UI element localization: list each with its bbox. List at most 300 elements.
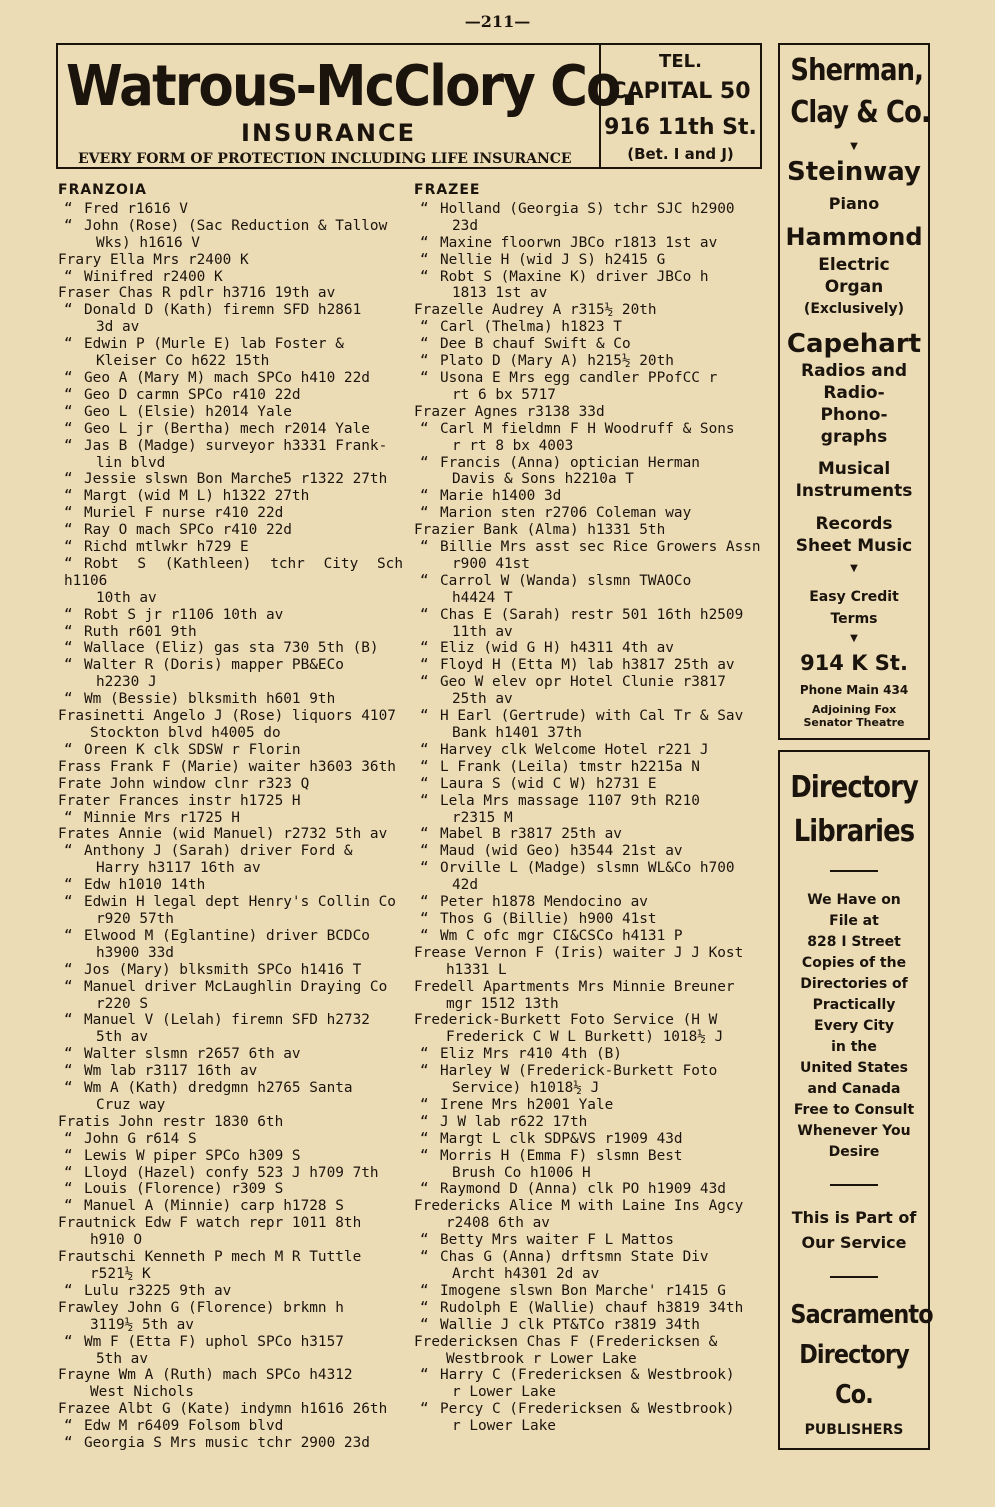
entry-continuation: h2230 J <box>96 674 157 691</box>
ditto-mark: “ <box>420 927 429 944</box>
directory-entry <box>414 640 766 657</box>
directory-entry <box>414 522 766 539</box>
entry-text: Frazelle Audrey A r315½ 20th <box>414 302 657 319</box>
ditto-mark: “ <box>64 1435 73 1452</box>
directory-entry <box>58 640 403 657</box>
entry-continuation: 3d av <box>96 319 140 336</box>
entry-continuation: 1813 1st av <box>452 285 548 302</box>
credit-line: Easy Credit <box>809 589 899 605</box>
entry-continuation: lin blvd <box>96 454 166 471</box>
ditto-mark: “ <box>64 200 73 217</box>
entry-continuation: 25th av <box>452 691 513 708</box>
entry-text: Fraser Chas R pdlr h3716 19th av <box>58 285 336 302</box>
entry-text: Frates Annie (wid Manuel) r2732 5th av <box>58 826 388 843</box>
entry-continuation: Harry h3117 16th av <box>96 860 261 877</box>
ditto-mark: “ <box>420 775 429 792</box>
directory-entry <box>414 657 766 674</box>
entry-text: Maud (wid Geo) h3544 21st av <box>440 843 683 860</box>
entry-text: Ray O mach SPCo r410 22d <box>84 522 292 539</box>
ditto-mark: “ <box>64 539 73 556</box>
ditto-mark: “ <box>64 623 73 640</box>
ad-body-line: Copies of the <box>801 955 907 971</box>
entry-text: Ruth r601 9th <box>84 623 197 640</box>
company-name: Watrous-McClory Co. <box>66 54 638 119</box>
entry-text: J W lab r622 17th <box>440 1113 588 1130</box>
entry-continuation: Archt h4301 2d av <box>452 1266 600 1282</box>
entry-continuation: Davis & Sons h2210a T <box>452 471 634 488</box>
entry-text: Frautschi Kenneth P mech M R Tuttle <box>58 1249 362 1266</box>
directory-entry <box>58 404 403 421</box>
product-name: Hammond <box>785 223 923 251</box>
entry-continuation: Kleiser Co h622 15th <box>96 353 270 370</box>
ad-body-line: File at <box>829 913 879 929</box>
page-number: —211— <box>464 12 531 31</box>
ditto-mark: “ <box>64 1147 73 1164</box>
ditto-mark: “ <box>420 505 429 522</box>
ditto-mark: “ <box>64 1418 73 1435</box>
directory-entry <box>58 539 403 556</box>
directory-entry <box>414 894 766 911</box>
directory-entry <box>58 810 403 827</box>
service-line: Our Service <box>801 1233 907 1252</box>
directory-column-left <box>58 182 403 1452</box>
ditto-mark: “ <box>64 691 73 708</box>
ditto-mark: “ <box>420 606 429 623</box>
directory-entry <box>58 1215 403 1249</box>
entry-text: Frawley John G (Florence) brkmn h <box>58 1299 344 1316</box>
entry-text: Richd mtlwkr h729 E <box>84 539 249 556</box>
ditto-mark: “ <box>64 843 73 860</box>
publisher-name: Co. <box>835 1380 873 1410</box>
ditto-mark: “ <box>64 505 73 522</box>
ditto-mark: “ <box>64 403 73 420</box>
entry-continuation: 23d <box>452 217 478 234</box>
ad-body-line: Directories of <box>800 976 908 992</box>
ditto-mark: “ <box>64 217 73 234</box>
publisher-label: PUBLISHERS <box>804 1422 904 1438</box>
entry-text: Geo W elev opr Hotel Clunie r3817 <box>440 674 726 691</box>
column-heading: FRAZEE <box>414 182 481 198</box>
directory-entry <box>58 894 403 928</box>
directory-entry <box>58 877 403 894</box>
entry-text: Jessie slswn Bon Marche5 r1322 27th <box>84 471 388 488</box>
entry-text: Floyd H (Etta M) lab h3817 25th av <box>440 657 735 674</box>
entry-continuation: r Lower Lake <box>452 1418 556 1435</box>
ad-body-line: Desire <box>828 1144 880 1160</box>
entry-continuation: Wks) h1616 V <box>96 234 200 251</box>
entry-continuation: r2408 6th av <box>446 1215 550 1232</box>
entry-continuation: Bank h1401 37th <box>452 725 582 741</box>
product-sub: Phono- <box>820 405 888 425</box>
directory-entry <box>58 522 403 539</box>
ditto-mark: “ <box>64 927 73 944</box>
ditto-mark: “ <box>420 758 429 775</box>
ditto-mark: “ <box>64 978 73 995</box>
ditto-mark: “ <box>64 1181 73 1198</box>
directory-entry <box>414 573 766 607</box>
arrow-icon: ▼ <box>850 633 858 644</box>
entry-continuation: Cruz way <box>96 1096 166 1113</box>
column-heading: FRANZOIA <box>58 182 147 198</box>
directory-entry <box>414 759 766 776</box>
directory-column-right <box>414 182 766 1435</box>
entry-text: Winifred r2400 K <box>84 268 223 285</box>
entry-text: John (Rose) (Sac Reduction & Tallow <box>84 217 388 234</box>
entry-text: Wm C ofc mgr CI&CSCo h4131 P <box>440 927 683 944</box>
directory-entry <box>58 1148 403 1165</box>
ditto-mark: “ <box>420 1401 429 1418</box>
directory-entry <box>414 1063 766 1097</box>
directory-entry <box>414 860 766 894</box>
directory-entry <box>58 1165 403 1182</box>
ditto-mark: “ <box>420 572 429 589</box>
entry-text: Frazer Agnes r3138 33d <box>414 403 605 420</box>
ditto-mark: “ <box>64 336 73 353</box>
entry-text: Wallie J clk PT&TCo r3819 34th <box>440 1316 700 1333</box>
directory-entry <box>58 759 403 776</box>
directory-entry <box>414 742 766 759</box>
ditto-mark: “ <box>420 843 429 860</box>
directory-entry <box>58 1435 403 1452</box>
ditto-mark: “ <box>420 1232 429 1249</box>
directory-entry <box>58 1080 403 1114</box>
directory-entry <box>414 674 766 708</box>
store-address: 914 K St. <box>800 651 908 675</box>
entry-continuation: r rt 8 bx 4003 <box>452 437 574 454</box>
directory-entry <box>414 1232 766 1249</box>
piano-store-ad <box>778 43 930 740</box>
ditto-mark: “ <box>420 454 429 471</box>
ditto-mark: “ <box>64 268 73 285</box>
ditto-mark: “ <box>64 1063 73 1080</box>
entry-text: Eliz (wid G H) h4311 4th av <box>440 640 674 657</box>
entry-text: Mabel B r3817 25th av <box>440 826 622 843</box>
ditto-mark: “ <box>420 741 429 758</box>
directory-entry <box>414 1317 766 1334</box>
entry-text: Lulu r3225 9th av <box>84 1282 232 1299</box>
ditto-mark: “ <box>64 1164 73 1181</box>
ditto-mark: “ <box>64 1130 73 1147</box>
entry-text: Wm F (Etta F) uphol SPCo h3157 <box>84 1333 344 1350</box>
ditto-mark: “ <box>64 555 73 572</box>
directory-entry <box>414 1131 766 1148</box>
entry-continuation: West Nichols <box>90 1384 194 1401</box>
directory-libraries-ad <box>778 750 933 1450</box>
ditto-mark: “ <box>420 251 429 268</box>
brand-name: Clay & Co. <box>790 95 930 130</box>
ad-body-line: Practically <box>812 997 896 1013</box>
directory-entry <box>58 708 403 742</box>
directory-entry <box>414 1012 766 1046</box>
entry-text: Dee B chauf Swift & Co <box>440 336 631 353</box>
entry-text: Holland (Georgia S) tchr SJC h2900 <box>440 200 735 217</box>
store-location: Adjoining Fox <box>811 703 897 716</box>
header-advertisement <box>56 43 762 169</box>
ditto-mark: “ <box>64 1333 73 1350</box>
ditto-mark: “ <box>64 606 73 623</box>
entry-continuation: r220 S <box>96 995 148 1012</box>
entry-text: Chas G (Anna) drftsmn State Div <box>440 1249 709 1266</box>
entry-continuation: 10th av <box>96 589 157 606</box>
ditto-mark: “ <box>420 353 429 370</box>
directory-entry <box>58 370 403 387</box>
credit-line: Terms <box>830 611 878 627</box>
product-line: Musical <box>817 459 891 479</box>
directory-entry <box>414 843 766 860</box>
entry-text: Irene Mrs h2001 Yale <box>440 1096 614 1113</box>
ditto-mark: “ <box>64 1012 73 1029</box>
entry-text: Manuel driver McLaughlin Draying Co <box>84 978 388 995</box>
ditto-mark: “ <box>64 302 73 319</box>
tel-address: 916 11th St. <box>604 115 757 140</box>
product-line: Sheet Music <box>795 536 913 556</box>
ad-body-line: Every City <box>814 1018 894 1034</box>
directory-entry <box>414 505 766 522</box>
ditto-mark: “ <box>64 1282 73 1299</box>
ditto-mark: “ <box>420 336 429 353</box>
directory-entry <box>58 776 403 793</box>
entry-text: Wallace (Eliz) gas sta 730 5th (B) <box>84 640 379 657</box>
product-sub: (Exclusively) <box>803 301 905 317</box>
entry-text: Walter R (Doris) mapper PB&ECo <box>84 657 344 674</box>
entry-text: Usona E Mrs egg candler PPofCC r <box>440 369 718 386</box>
store-location: Senator Theatre <box>803 716 905 729</box>
directory-entry <box>58 336 403 370</box>
directory-entry <box>58 252 403 269</box>
directory-entry <box>414 488 766 505</box>
tel-label: TEL. <box>659 51 702 72</box>
entry-text: Jas B (Madge) surveyor h3331 Frank- <box>84 437 388 454</box>
ditto-mark: “ <box>420 1282 429 1299</box>
entry-continuation: 3119½ 5th av <box>90 1316 194 1333</box>
entry-text: Rudolph E (Wallie) chauf h3819 34th <box>440 1299 744 1316</box>
entry-text: Geo D carmn SPCo r410 22d <box>84 386 301 403</box>
arrow-icon: ▼ <box>850 563 858 574</box>
directory-entry <box>58 979 403 1013</box>
directory-entry <box>58 201 403 218</box>
directory-entry <box>414 336 766 353</box>
directory-entry <box>58 826 403 843</box>
ditto-mark: “ <box>420 1096 429 1113</box>
tel-between: (Bet. I and J) <box>627 145 734 163</box>
directory-entry <box>58 1249 403 1283</box>
entry-text: Edw M r6409 Folsom blvd <box>84 1418 284 1435</box>
directory-entry <box>414 708 766 742</box>
directory-entry <box>58 438 403 472</box>
entry-text: Frazee Albt G (Kate) indymn h1616 26th <box>58 1401 388 1418</box>
ditto-mark: “ <box>420 1367 429 1384</box>
directory-entry <box>414 421 766 455</box>
ditto-mark: “ <box>64 640 73 657</box>
entry-text: Harvey clk Welcome Hotel r221 J <box>440 741 709 758</box>
ditto-mark: “ <box>420 488 429 505</box>
ditto-mark: “ <box>64 420 73 437</box>
directory-entry <box>58 843 403 877</box>
directory-entry <box>414 1148 766 1182</box>
ditto-mark: “ <box>64 1046 73 1063</box>
entry-continuation: Stockton blvd h4005 do <box>90 725 281 741</box>
entry-text: Plato D (Mary A) h215½ 20th <box>440 353 674 370</box>
entry-text: Louis (Florence) r309 S <box>84 1181 284 1198</box>
directory-entry <box>414 1114 766 1131</box>
entry-text: Raymond D (Anna) clk PO h1909 43d <box>440 1181 726 1198</box>
entry-text: Marion sten r2706 Coleman way <box>440 505 692 522</box>
entry-text: Nellie H (wid J S) h2415 G <box>440 251 666 268</box>
service-line: This is Part of <box>791 1208 917 1227</box>
ad-title: Libraries <box>793 814 915 849</box>
directory-entry <box>414 269 766 303</box>
ad-body-line: Whenever You <box>797 1123 911 1139</box>
entry-continuation: mgr 1512 13th <box>446 995 559 1012</box>
ad-body-line: Free to Consult <box>793 1102 915 1118</box>
directory-entry <box>58 302 403 336</box>
entry-text: Lloyd (Hazel) confy 523 J h709 7th <box>84 1164 379 1181</box>
directory-entry <box>58 1198 403 1215</box>
entry-text: Muriel F nurse r410 22d <box>84 505 284 522</box>
directory-entry <box>414 302 766 319</box>
entry-continuation: rt 6 bx 5717 <box>452 386 556 403</box>
ditto-mark: “ <box>64 437 73 454</box>
ditto-mark: “ <box>420 1130 429 1147</box>
entry-text: Donald D (Kath) firemn SFD h2861 <box>84 302 362 319</box>
product-sub: Piano <box>828 194 880 213</box>
entry-text: Edwin H legal dept Henry's Collin Co <box>84 894 396 911</box>
directory-entry <box>414 455 766 489</box>
entry-continuation: r2315 M <box>452 809 513 826</box>
entry-text: Jos (Mary) blksmith SPCo h1416 T <box>84 961 362 978</box>
ditto-mark: “ <box>420 640 429 657</box>
ditto-mark: “ <box>420 860 429 877</box>
directory-entry <box>414 928 766 945</box>
directory-entry <box>58 1063 403 1080</box>
directory-entry <box>58 1114 403 1131</box>
entry-continuation: r900 41st <box>452 555 530 572</box>
directory-entry <box>58 1334 403 1368</box>
ditto-mark: “ <box>420 420 429 437</box>
entry-text: Georgia S Mrs music tchr 2900 23d <box>84 1435 370 1452</box>
ditto-mark: “ <box>420 234 429 251</box>
entry-text: Fred r1616 V <box>84 200 188 217</box>
directory-entry <box>58 421 403 438</box>
ditto-mark: “ <box>64 894 73 911</box>
directory-entry <box>414 1300 766 1317</box>
entry-text: Geo L jr (Bertha) mech r2014 Yale <box>84 420 370 437</box>
directory-entry <box>414 979 766 1013</box>
directory-entry <box>414 353 766 370</box>
directory-entry <box>58 657 403 691</box>
directory-entry <box>58 218 403 252</box>
directory-entry <box>414 607 766 641</box>
directory-entry <box>58 505 403 522</box>
directory-entry <box>58 691 403 708</box>
entry-text: Margt (wid M L) h1322 27th <box>84 488 310 505</box>
directory-entry <box>414 1367 766 1401</box>
directory-entry <box>414 911 766 928</box>
entry-text: L Frank (Leila) tmstr h2215a N <box>440 758 700 775</box>
ad-body-line: and Canada <box>807 1081 901 1097</box>
ditto-mark: “ <box>420 200 429 217</box>
directory-entry <box>414 793 766 827</box>
ditto-mark: “ <box>64 1080 73 1097</box>
directory-entry <box>414 1097 766 1114</box>
entry-text: Frautnick Edw F watch repr 1011 8th <box>58 1215 362 1232</box>
ditto-mark: “ <box>420 894 429 911</box>
ditto-mark: “ <box>420 826 429 843</box>
ditto-mark: “ <box>64 877 73 894</box>
entry-text: Orville L (Madge) slsmn WL&Co h700 <box>440 860 735 877</box>
entry-text: Wm lab r3117 16th av <box>84 1063 258 1080</box>
ditto-mark: “ <box>420 539 429 556</box>
arrow-icon: ▼ <box>850 141 858 152</box>
directory-entry <box>414 1334 766 1368</box>
ditto-mark: “ <box>420 1046 429 1063</box>
directory-entry <box>58 1181 403 1198</box>
ditto-mark: “ <box>420 674 429 691</box>
ad-title: Directory <box>790 770 919 805</box>
entry-text: Fratis John restr 1830 6th <box>58 1113 284 1130</box>
directory-entry <box>414 1283 766 1300</box>
entry-text: Imogene slswn Bon Marche' r1415 G <box>440 1282 726 1299</box>
company-tagline: EVERY FORM OF PROTECTION INCLUDING LIFE INSURANCE <box>78 151 572 167</box>
directory-entry <box>58 285 403 302</box>
ditto-mark: “ <box>420 1147 429 1164</box>
ditto-mark: “ <box>420 369 429 386</box>
ditto-mark: “ <box>420 792 429 809</box>
directory-entry <box>58 1131 403 1148</box>
entry-text: Chas E (Sarah) restr 501 16th h2509 <box>440 606 744 623</box>
entry-text: Edwin P (Murle E) lab Foster & <box>84 336 344 353</box>
entry-text: Eliz Mrs r410 4th (B) <box>440 1046 622 1063</box>
directory-entry <box>58 962 403 979</box>
ditto-mark: “ <box>64 961 73 978</box>
entry-text: Frary Ella Mrs r2400 K <box>58 251 249 268</box>
ditto-mark: “ <box>420 1299 429 1316</box>
directory-entry <box>58 556 403 607</box>
entry-continuation: h3900 33d <box>96 944 174 961</box>
ditto-mark: “ <box>64 369 73 386</box>
entry-text: Francis (Anna) optician Herman <box>440 454 700 471</box>
tel-number: CAPITAL 50 <box>610 79 751 104</box>
entry-continuation: r920 57th <box>96 910 174 927</box>
insurance-ad <box>58 45 638 167</box>
brand-name: Sherman, <box>790 53 924 88</box>
entry-text: Carrol W (Wanda) slsmn TWAOCo <box>440 572 692 589</box>
entry-continuation: h1331 L <box>446 961 507 978</box>
directory-entry <box>414 945 766 979</box>
product-sub: Organ <box>824 277 884 297</box>
directory-entry <box>414 1249 766 1283</box>
ditto-mark: “ <box>420 1316 429 1333</box>
ditto-mark: “ <box>64 809 73 826</box>
divider <box>830 1184 878 1186</box>
entry-continuation: 11th av <box>452 623 513 640</box>
entry-text: Manuel A (Minnie) carp h1728 S <box>84 1198 344 1215</box>
entry-text: Frass Frank F (Marie) waiter h3603 36th <box>58 758 396 775</box>
directory-entry <box>414 1198 766 1232</box>
entry-text: Frease Vernon F (Iris) waiter J J Kost <box>414 944 744 961</box>
directory-entry <box>58 1367 403 1401</box>
ditto-mark: “ <box>420 1181 429 1198</box>
ditto-mark: “ <box>64 386 73 403</box>
product-name: Steinway <box>787 157 921 187</box>
directory-entry <box>414 319 766 336</box>
entry-text: Oreen K clk SDSW r Florin <box>84 741 301 758</box>
entry-text: Margt L clk SDP&VS r1909 43d <box>440 1130 683 1147</box>
directory-entry <box>58 471 403 488</box>
entry-text: Frayne Wm A (Ruth) mach SPCo h4312 <box>58 1367 353 1384</box>
entry-text: Wm (Bessie) blksmith h601 9th <box>84 691 336 708</box>
entry-continuation: Westbrook r Lower Lake <box>446 1350 637 1367</box>
